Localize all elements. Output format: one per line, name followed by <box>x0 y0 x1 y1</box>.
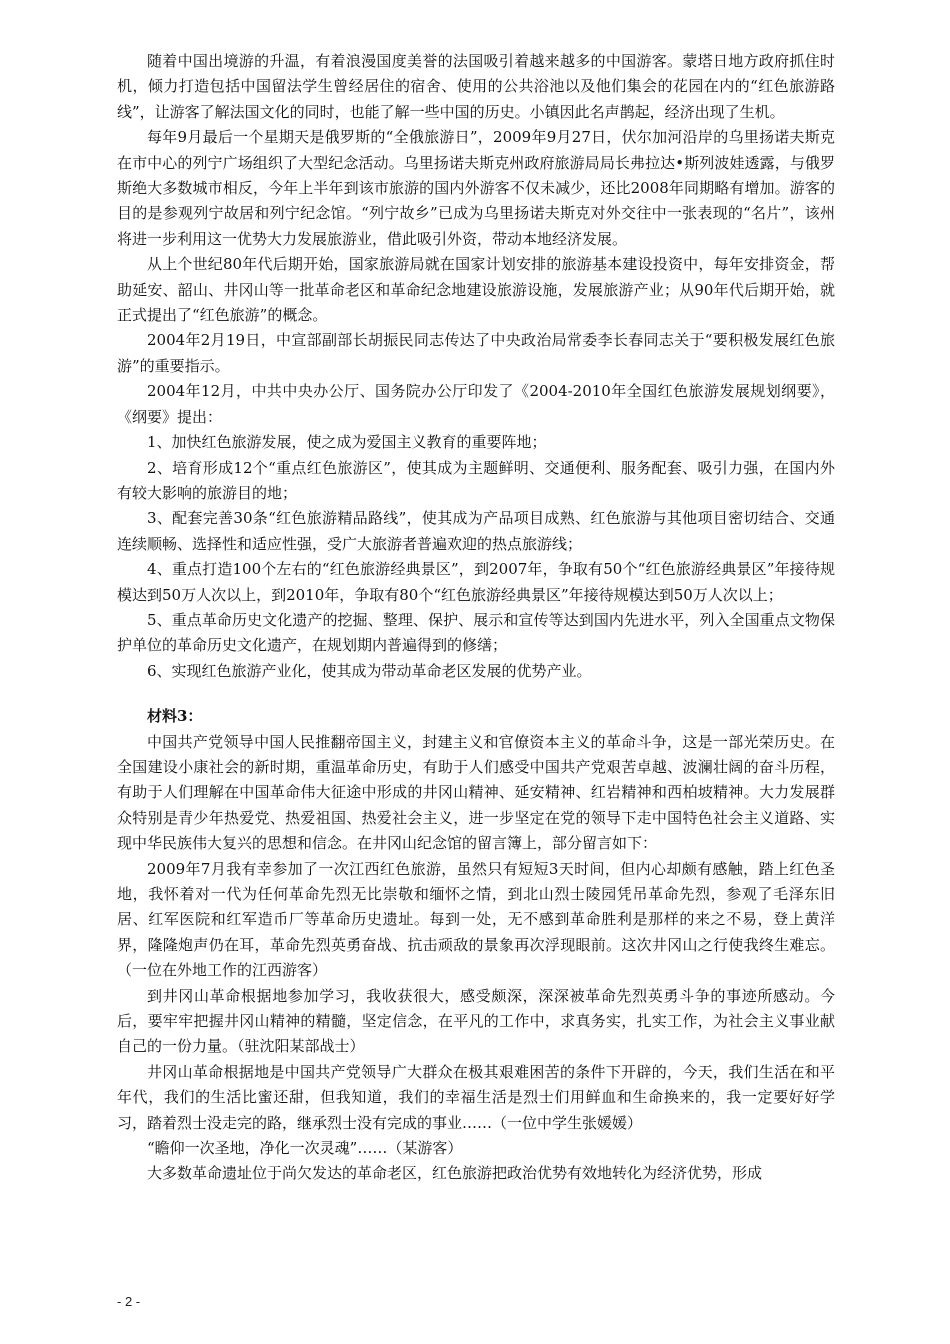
paragraph-2004-february: 2004年2月19日，中宣部副部长胡振民同志传达了中央政治局常委李长春同志关于“要积极发展红色旅游”的重要指示。 <box>117 331 835 375</box>
paragraph-france-red-route: 随着中国出境游的升温，有着浪漫国度美誉的法国吸引着越来越多的中国游客。蒙塔日地方政府抓住时机，倾力打造包括中国留法学生曾经居住的宿舍、使用的公共浴池以及他们集会的花园在内的“红色旅游路线”，让游客了解法国文化的同时，也能了解一些中国的历史。小镇因此名声鹊起，经济出现了生机。 <box>117 52 835 121</box>
list-item-plan-4: 4、重点打造100个左右的“红色旅游经典景区”，到2007年，争取有50个“红色旅游经典景区”年接待规模达到50万人次以上，到2010年，争取有80个“红色旅游经典景区”年接待规模达到50万人次以上； <box>117 560 835 604</box>
list-item-plan-1: 1、加快红色旅游发展，使之成为爱国主义教育的重要阵地； <box>147 433 547 452</box>
document-body <box>117 49 835 1187</box>
page-number: - 2 - <box>117 1294 141 1309</box>
paragraph-national-tourism-bureau: 从上个世纪80年代后期开始，国家旅游局就在国家计划安排的旅游基本建设投资中，每年安排资金，帮助延安、韶山、井冈山等一批革命老区和革命纪念地建设旅游设施，发展旅游产业；从90年代后期开始，就正式提出了“红色旅游”的概念。 <box>117 255 835 325</box>
section-heading-material-3: 材料3： <box>147 707 203 726</box>
paragraph-revolutionary-sites: 大多数革命遗址位于尚欠发达的革命老区，红色旅游把政治优势有效地转化为经济优势，形成 <box>147 1164 763 1183</box>
list-item-plan-3: 3、配套完善30条“红色旅游精品路线”，使其成为产品项目成熟、红色旅游与其他项目密切结合、交通连续顺畅、选择性和适应性强，受广大旅游者普遍欢迎的热点旅游线； <box>117 509 835 553</box>
paragraph-2004-december: 2004年12月，中共中央办公厅、国务院办公厅印发了《2004-2010年全国红色旅游发展规划纲要》，《纲要》提出： <box>117 382 835 426</box>
paragraph-guestbook-soldier: 到井冈山革命根据地参加学习，我收获很大，感受颇深，深深被革命先烈英勇斗争的事迹所感动。今后，要牢牢把握井冈山精神的精髓，坚定信念，在平凡的工作中，求真务实，扎实工作，为社会主义事业献自己的一份力量。（驻沈阳某部战士） <box>117 986 835 1056</box>
list-item-plan-5: 5、重点革命历史文化遗产的挖掘、整理、保护、展示和宣传等达到国内先进水平，列入全国重点文物保护单位的革命历史文化遗产，在规划期内普遍得到的修缮； <box>117 610 835 655</box>
list-item-plan-6: 6、实现红色旅游产业化，使其成为带动革命老区发展的优势产业。 <box>147 661 592 680</box>
paragraph-russia-tourism-day: 每年9月最后一个星期天是俄罗斯的“全俄旅游日”，2009年9月27日，伏尔加河沿岸的乌里扬诺夫斯克在市中心的列宁广场组织了大型纪念活动。乌里扬诺夫斯克州政府旅游局局长弗拉达•斯列波娃透露，与俄罗斯绝大多数城市相反，今年上半年到该市旅游的国内外游客不仅未减少，还比2008年同期略有增加。游客的目的是参观列宁故居和列宁纪念馆。“列宁故乡”已成为乌里扬诺夫斯克对外交往中一张表现的“名片”，该州将进一步利用这一优势大力发展旅游业，借此吸引外资，带动本地经济发展。 <box>117 128 835 248</box>
paragraph-party-history: 中国共产党领导中国人民推翻帝国主义，封建主义和官僚资本主义的革命斗争，这是一部光荣历史。在全国建设小康社会的新时期，重温革命历史，有助于人们感受中国共产党艰苦卓越、波澜壮阔的奋斗历程，有助于人们理解在中国革命伟大征途中形成的井冈山精神、延安精神、红岩精神和西柏坡精神。大力发展群众特别是青少年热爱党、热爱祖国、热爱社会主义，进一步坚定在党的领导下走中国特色社会主义道路、实现中华民族伟大复兴的思想和信念。在井冈山纪念馆的留言簿上，部分留言如下： <box>117 732 835 853</box>
list-item-plan-2: 2、培育形成12个“重点红色旅游区”，使其成为主题鲜明、交通便利、服务配套、吸引力强，在国内外有较大影响的旅游目的地； <box>117 458 835 502</box>
paragraph-guestbook-visitor: “瞻仰一次圣地，净化一次灵魂”……（某游客） <box>147 1139 463 1158</box>
paragraph-guestbook-jiangxi: 2009年7月我有幸参加了一次江西红色旅游，虽然只有短短3天时间，但内心却颇有感触，踏上红色圣地，我怀着对一代为任何革命先烈无比崇敬和缅怀之情，到北山烈士陵园凭吊革命先烈，参观了毛泽东旧居、红军医院和红军造币厂等革命历史遗址。每到一处，无不感到革命胜利是那样的来之不易，登上黄洋界，隆隆炮声仍在耳，革命先烈英勇奋战、抗击顽敌的景象再次浮现眼前。这次井冈山之行使我终生难忘。（一位在外地工作的江西游客） <box>117 859 835 980</box>
paragraph-guestbook-student: 井冈山革命根据地是中国共产党领导广大群众在极其艰难困苦的条件下开辟的，今天，我们生活在和平年代，我们的生活比蜜还甜，但我知道，我们的幸福生活是烈士们用鲜血和生命换来的，我一定要好好学习，踏着烈士没走完的路，继承烈士没有完成的事业……（一位中学生张媛媛） <box>117 1062 835 1132</box>
